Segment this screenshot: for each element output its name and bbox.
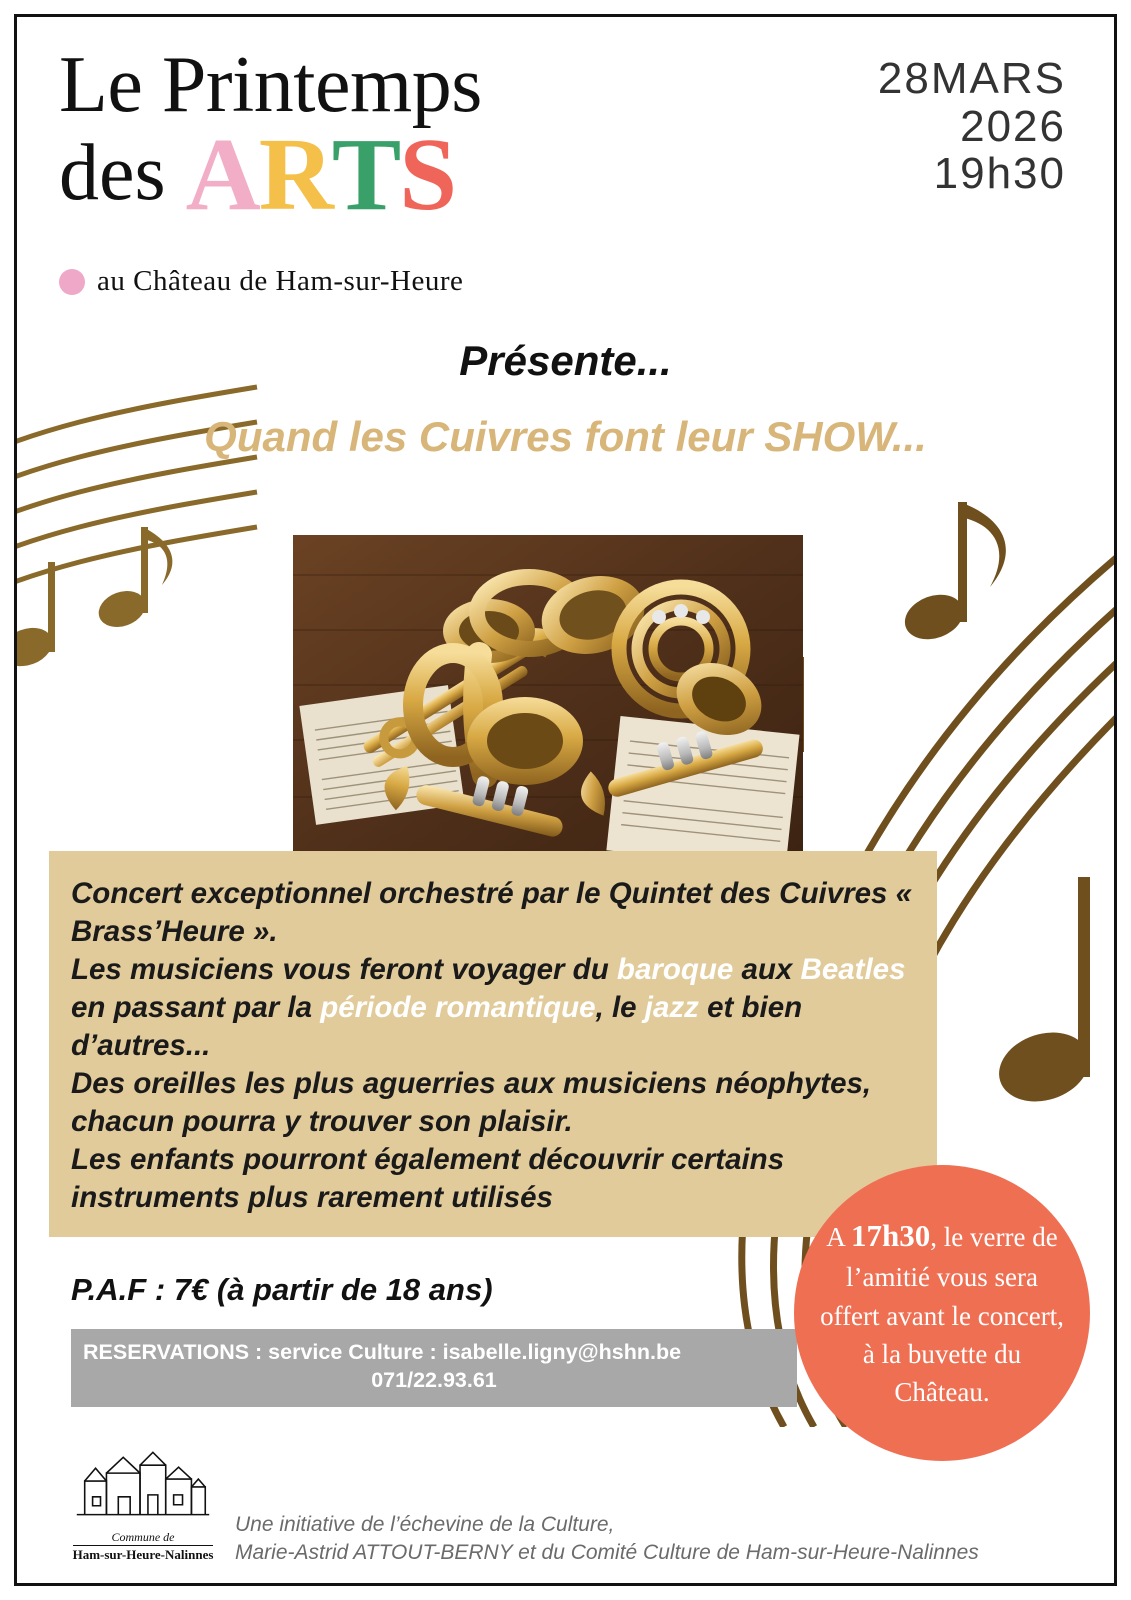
desc-hl-romantique: période romantique [320, 991, 596, 1025]
arts-letter-s: S [399, 117, 456, 232]
badge-body: , le verre de l’amitié vous sera offert avant le concert, à la buvette du Château. [820, 1222, 1064, 1408]
description-p2 [71, 951, 915, 1065]
credits [235, 1511, 979, 1566]
poster-inner [17, 17, 1114, 1583]
bullet-dot-icon [59, 269, 85, 295]
title-line-1: Le Printemps [59, 41, 482, 129]
logo-caption-1: Commune de [111, 1530, 175, 1544]
venue-text: au Château de Ham-sur-Heure [97, 265, 464, 297]
arts-letter-a: A [185, 117, 259, 232]
badge-text [820, 1214, 1064, 1411]
description-p4: Les enfants pourront également découvrir certains instruments plus rarement utilisés [71, 1143, 785, 1215]
desc-p2-d: , le [595, 991, 645, 1025]
brass-instruments-photo [293, 535, 803, 865]
badge-time: 17h30 [851, 1218, 931, 1254]
arts-letter-t: T [331, 117, 400, 232]
desc-p2-c: en passant par la [71, 991, 321, 1025]
poster-frame [14, 14, 1117, 1586]
reservations-line-2: 071/22.93.61 [371, 1367, 497, 1392]
poster-title [59, 41, 759, 232]
badge-prefix: A [826, 1222, 852, 1253]
reservations-bar[interactable] [71, 1329, 797, 1407]
reservations-line-1[interactable]: RESERVATIONS : service Culture : isabelle.ligny@hshn.be [83, 1340, 682, 1364]
date-day-month: 28MARS [877, 54, 1066, 103]
price-text: P.A.F : 7€ (à partir de 18 ans) [71, 1272, 493, 1307]
description-p3: Des oreilles les plus aguerries aux musiciens néophytes, chacun pourra y trouver son plaisir. [71, 1067, 872, 1139]
description-p1: Concert exceptionnel orchestré par le Quintet des Cuivres « Brass’Heure ». [71, 877, 913, 949]
logo-caption-2: Ham-sur-Heure-Nalinnes [72, 1547, 214, 1562]
title-des: des [59, 129, 186, 217]
castle-icon [59, 1445, 227, 1523]
desc-hl-jazz: jazz [644, 991, 699, 1025]
desc-hl-beatles: Beatles [800, 953, 906, 987]
drink-offer-badge [794, 1165, 1090, 1461]
date-time: 19h30 [933, 149, 1066, 199]
photo-illustration [293, 535, 803, 865]
desc-p2-a: Les musiciens vous feront voyager du [71, 953, 617, 987]
event-date [878, 55, 1066, 198]
show-title: Quand les Cuivres font leur SHOW... [204, 413, 927, 460]
desc-p2-b: aux [733, 953, 801, 987]
presente-label: Présente... [459, 337, 672, 384]
credits-line-1: Une initiative de l’échevine de la Culture, [235, 1513, 615, 1536]
venue-line [59, 265, 463, 298]
description-panel [49, 851, 937, 1237]
commune-logo [59, 1445, 227, 1564]
arts-letter-r: R [258, 117, 332, 232]
desc-hl-baroque: baroque [616, 953, 734, 987]
date-year: 2026 [960, 101, 1066, 151]
title-line-2 [59, 117, 759, 232]
credits-line-2: Marie-Astrid ATTOUT-BERNY et du Comité Culture de Ham-sur-Heure-Nalinnes [235, 1540, 979, 1564]
desc-p2-e: et bien d’autres... [71, 991, 803, 1063]
